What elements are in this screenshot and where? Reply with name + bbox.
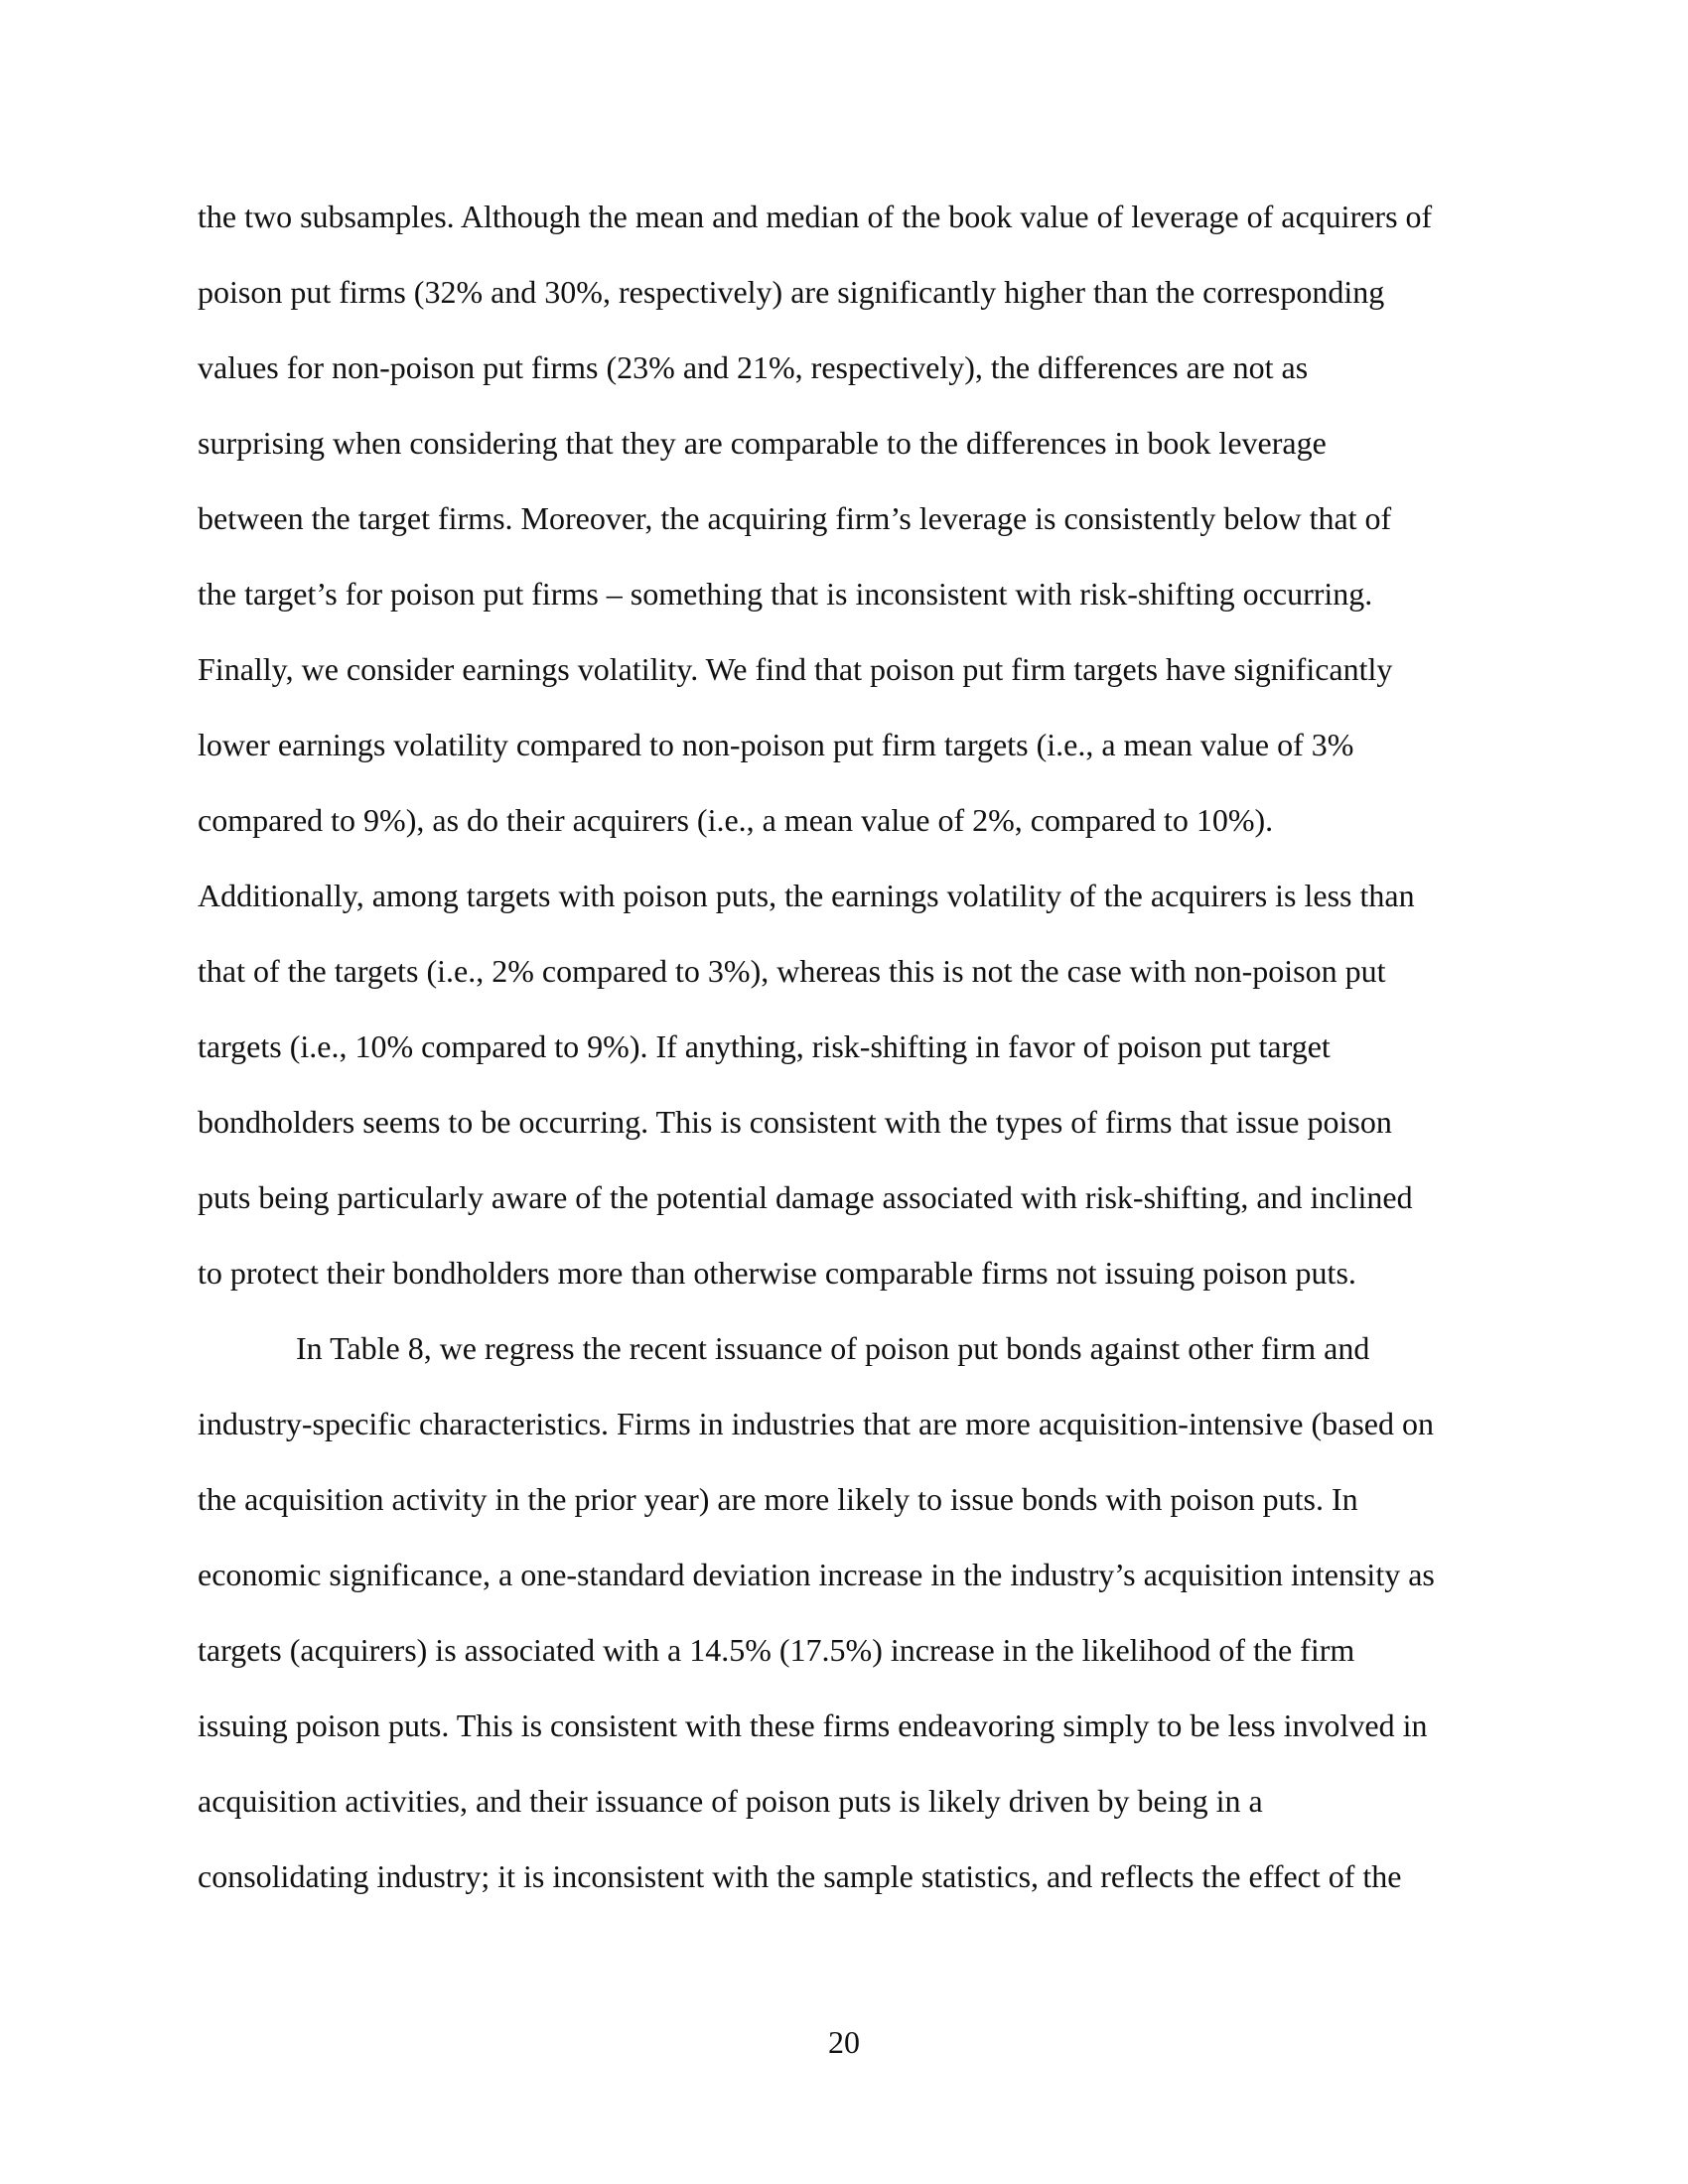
- text-line: targets (acquirers) is associated with a 14.5% (17.5%) increase in the likelihood of the firm: [198, 1632, 1355, 1668]
- text-line: surprising when considering that they are comparable to the differences in book leverage: [198, 425, 1327, 461]
- text-line: compared to 9%), as do their acquirers (i.e., a mean value of 2%, compared to 10%).: [198, 802, 1274, 838]
- text-line: the acquisition activity in the prior year) are more likely to issue bonds with poison puts. In: [198, 1481, 1358, 1517]
- body-text: [198, 195, 1498, 1930]
- text-line: poison put firms (32% and 30%, respectively) are significantly higher than the corresponding: [198, 274, 1385, 310]
- text-line: Finally, we consider earnings volatility. We find that poison put firm targets have significantly: [198, 651, 1393, 687]
- text-line: puts being particularly aware of the potential damage associated with risk-shifting, and inclined: [198, 1179, 1413, 1215]
- text-line: the target’s for poison put firms – something that is inconsistent with risk-shifting occurring.: [198, 576, 1373, 612]
- text-line: consolidating industry; it is inconsistent with the sample statistics, and reflects the effect of the: [198, 1858, 1402, 1894]
- text-line: between the target firms. Moreover, the acquiring firm’s leverage is consistently below that of: [198, 500, 1392, 536]
- text-line: targets (i.e., 10% compared to 9%). If anything, risk-shifting in favor of poison put target: [198, 1028, 1331, 1064]
- text-line: industry-specific characteristics. Firms in industries that are more acquisition-intensive (based on: [198, 1406, 1434, 1441]
- text-line: economic significance, a one-standard deviation increase in the industry’s acquisition intensity as: [198, 1557, 1435, 1592]
- paragraph-table-8: [198, 1326, 1498, 1930]
- text-line: values for non-poison put firms (23% and 21%, respectively), the differences are not as: [198, 349, 1309, 385]
- page-number: 20: [828, 2024, 860, 2060]
- text-line: that of the targets (i.e., 2% compared to 3%), whereas this is not the case with non-poison put: [198, 953, 1386, 989]
- text-line: to protect their bondholders more than otherwise comparable firms not issuing poison puts.: [198, 1255, 1356, 1291]
- text-line: lower earnings volatility compared to non-poison put firm targets (i.e., a mean value of 3%: [198, 727, 1354, 762]
- text-line: acquisition activities, and their issuance of poison puts is likely driven by being in a: [198, 1783, 1263, 1819]
- text-line: bondholders seems to be occurring. This is consistent with the types of firms that issue poison: [198, 1104, 1392, 1140]
- text-line: the two subsamples. Although the mean and median of the book value of leverage of acquirers of: [198, 199, 1433, 234]
- text-line: issuing poison puts. This is consistent with these firms endeavoring simply to be less involved in: [198, 1707, 1428, 1743]
- text-line: Additionally, among targets with poison puts, the earnings volatility of the acquirers is less than: [198, 878, 1415, 913]
- text-line-indented: In Table 8, we regress the recent issuance of poison put bonds against other firm and: [296, 1330, 1370, 1366]
- paragraph-continuation: [198, 195, 1498, 1326]
